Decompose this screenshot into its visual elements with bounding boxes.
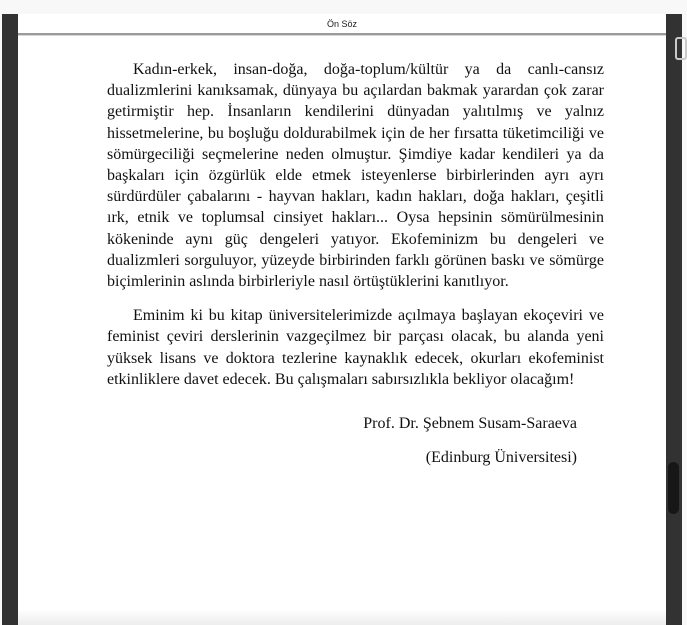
signature-name: Prof. Dr. Şebnem Susam-Saraeva <box>363 415 577 433</box>
window-edge-column <box>682 0 687 625</box>
app-top-bar <box>0 0 687 14</box>
body-paragraph-1: Kadın-erkek, insan-doğa, doğa-toplum/kültür ya da canlı-cansız dualizmlerini kanıksamak, dünyaya bu açılardan bakmak yarardan çok zarar getirmiştir hep. İnsanların kendilerini dünyadan yalıtılmış ve yalnız hissetmelerine, bu boşluğu doldurabilmek için de her fırsatta tüketimciliği ve sömürgeciliği seçmelerine neden olmuştur. Şimdiye kadar kendileri ya da başkaları için özgürlük elde etmek isteyenlerse birbirlerinden ayrı ayrı sürdürdüler çabalarını - hayvan hakları, kadın hakları, doğa hakları, çeşitli ırk, etnik ve toplumsal cinsiyet hakları... Oysa hepsinin sömürülmesinin kökeninde aynı güç dengeleri yatıyor. Ekofeminizm bu dengeleri ve dualizmleri sorguluyor, yüzeyde birbirinden farklı görünen baskı ve sömürge biçimlerinin aslında birbirleriyle nasıl örtüştüklerini kanıtlıyor. <box>107 61 604 291</box>
document-page <box>18 14 666 625</box>
scroll-indicator-box[interactable] <box>675 37 687 60</box>
scrollbar-track[interactable] <box>666 14 682 625</box>
signature-affiliation: (Edinburg Üniversitesi) <box>425 449 577 467</box>
page-body-text <box>107 59 604 475</box>
body-paragraph-2: Eminim ki bu kitap üniversitelerimizde açılmaya başlayan ekoçeviri ve feminist çeviri derslerinin vazgeçilmez bir parçası olacak, bu alanda yeni yüksek lisans ve doktora tezlerine kaynaklık edecek, okurları ekofeminist etkinliklere davet edecek. Bu çalışmaları sabırsızlıkla bekliyor olacağım! <box>107 307 604 388</box>
signature-block <box>107 407 577 475</box>
page-header-title: Ön Söz <box>326 19 357 29</box>
header-divider <box>18 33 666 36</box>
page-backdrop-left <box>2 14 18 625</box>
scrollbar-thumb[interactable] <box>668 462 679 514</box>
